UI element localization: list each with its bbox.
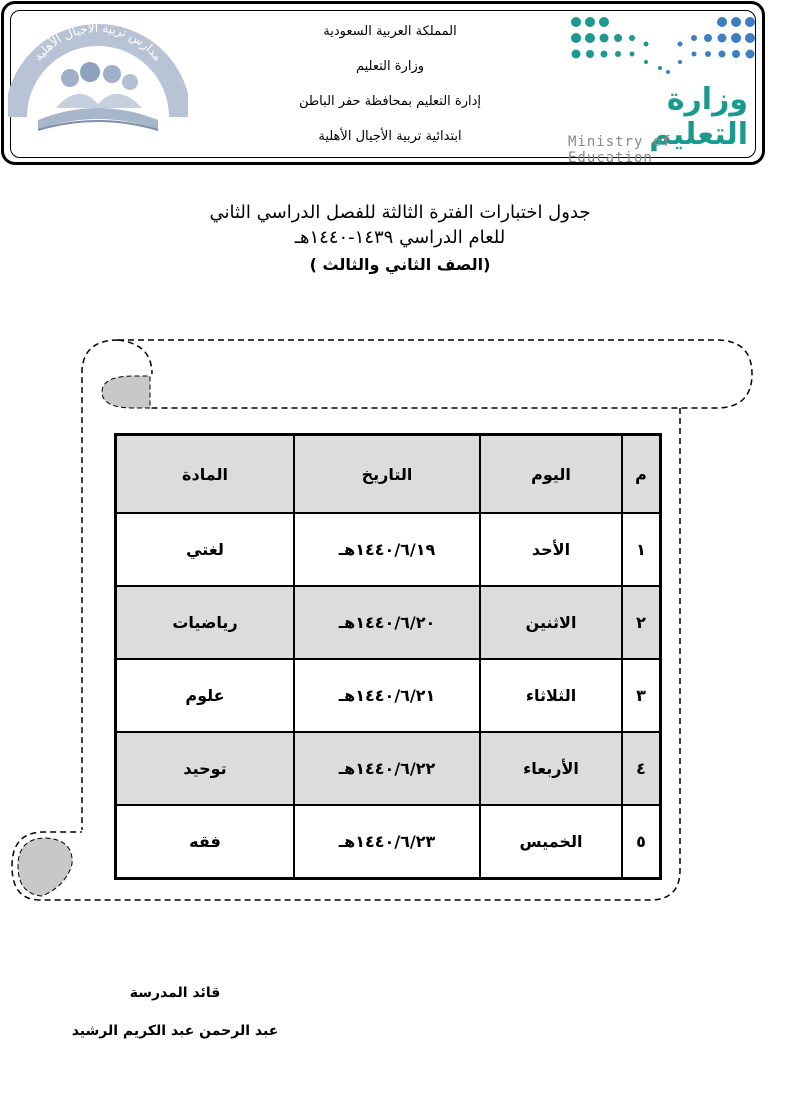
ministry-logo-arabic: وزارة التعليم — [649, 82, 748, 152]
header-day: اليوم — [480, 435, 622, 514]
table-row — [116, 732, 661, 805]
row-date: ١٤٤٠/٦/٢٠هـ — [294, 586, 480, 659]
signature-block — [60, 974, 290, 1050]
header-num: م — [622, 435, 661, 514]
row-day: الخميس — [480, 805, 622, 879]
row-subject: لغتي — [116, 513, 295, 586]
school-logo — [8, 12, 188, 152]
document-title — [170, 200, 630, 280]
row-day: الأربعاء — [480, 732, 622, 805]
signature-name: عبد الرحمن عبد الكريم الرشيد — [71, 1023, 279, 1039]
header-ministry: وزارة التعليم — [355, 59, 425, 74]
row-subject: علوم — [116, 659, 295, 732]
row-num: ٥ — [622, 805, 661, 879]
school-logo-text: مدارس تربية الأجيال الأهلية — [31, 20, 165, 64]
title-line-1: جدول اختبارات الفترة الثالثة للفصل الدراسي الثاني — [209, 202, 591, 223]
row-num: ٤ — [622, 732, 661, 805]
header-school: ابتدائية تربية الأجيال الأهلية — [318, 129, 462, 144]
row-date: ١٤٤٠/٦/٢٢هـ — [294, 732, 480, 805]
row-num: ٢ — [622, 586, 661, 659]
row-subject: فقه — [116, 805, 295, 879]
row-date: ١٤٤٠/٦/٢٣هـ — [294, 805, 480, 879]
table-header-row — [116, 435, 661, 514]
table-row — [116, 659, 661, 732]
ministry-dots-icon — [568, 14, 758, 78]
row-num: ٣ — [622, 659, 661, 732]
header-subject: المادة — [116, 435, 295, 514]
row-subject: رياضيات — [116, 586, 295, 659]
row-num: ١ — [622, 513, 661, 586]
row-day: الأحد — [480, 513, 622, 586]
signature-role: قائد المدرسة — [129, 985, 221, 1001]
row-subject: توحيد — [116, 732, 295, 805]
table-row — [116, 513, 661, 586]
table-row — [116, 586, 661, 659]
header-date: التاريخ — [294, 435, 480, 514]
letterhead-text — [230, 14, 550, 154]
ministry-logo — [560, 10, 756, 166]
ministry-logo-english: Ministry of Education — [568, 134, 672, 166]
title-line-2: للعام الدراسي ١٤٣٩-١٤٤٠هـ — [294, 227, 506, 248]
exam-schedule-table — [114, 433, 662, 880]
table-row — [116, 805, 661, 879]
row-date: ١٤٤٠/٦/١٩هـ — [294, 513, 480, 586]
row-date: ١٤٤٠/٦/٢١هـ — [294, 659, 480, 732]
row-day: الثلاثاء — [480, 659, 622, 732]
header-directorate: إدارة التعليم بمحافظة حفر الباطن — [298, 94, 482, 109]
row-day: الاثنين — [480, 586, 622, 659]
school-logo-icon — [8, 12, 188, 152]
header-country: المملكة العربية السعودية — [323, 24, 457, 39]
title-grade: (الصف الثاني والثالث ) — [309, 255, 491, 274]
